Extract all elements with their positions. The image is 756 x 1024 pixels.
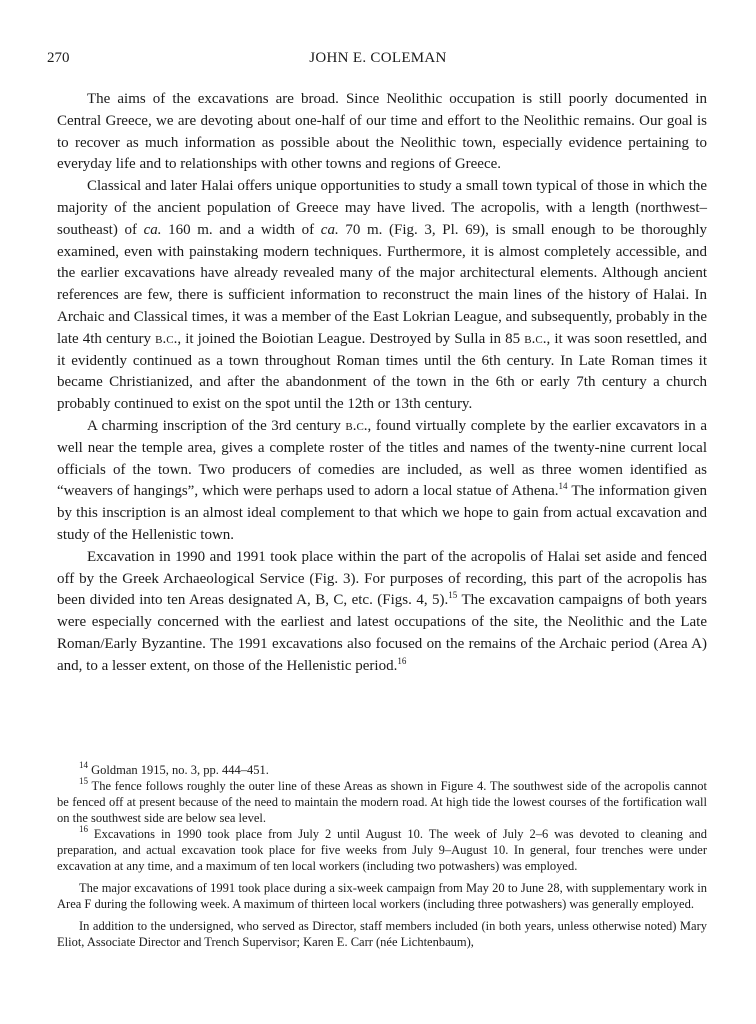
text-run: , it joined the Boiotian League. Destroyed by Sulla in 85	[177, 330, 525, 347]
footnote-text: Excavations in 1990 took place from July 2 until August 10. The week of July 2–6 was devoted to cleaning and preparation, and actual excavation took place for five weeks from July 9–August 10. In general, four trenches were under excavation at any time, and a maximum of ten local workers (including two potwashers) was employed.	[57, 827, 707, 873]
paragraph-excavation	[57, 547, 707, 678]
footnote-number: 14	[79, 760, 88, 770]
text-run: 70 m. (Fig. 3, Pl. 69), is small enough to be thoroughly examined, even with painstaking modern techniques. Furthermore, it is almost completely accessible, and the earlier excavations have already revealed many of the major architectural elements. Although ancient references are few, there is sufficient information to reconstruct the main lines of the history of Halai. In Archaic and Classical times, it was a member of the East Lokrian League, and subsequently, probably in the late 4th century	[57, 221, 707, 347]
page-header	[47, 50, 709, 72]
footnote-text: Goldman 1915, no. 3, pp. 444–451.	[88, 763, 269, 777]
footnote-text: The fence follows roughly the outer line of these Areas as shown in Figure 4. The southwest side of the acropolis cannot be fenced off at present because of the need to maintain the modern road. At high tide the lowest courses of the fortification wall on the southwest side are below sea level.	[57, 779, 707, 825]
paragraph-inscription	[57, 416, 707, 547]
era-abbreviation: b.c.	[155, 330, 178, 347]
era-abbreviation: b.c.	[345, 417, 368, 434]
running-head: JOHN E. COLEMAN	[309, 50, 447, 66]
footnote-ref-14[interactable]: 14	[558, 481, 568, 492]
text-run: , found virtually complete by the earlier excavators in a well near the temple area, gives a complete roster of the titles and names of the twenty-nine current local officials of the town. Two producers of comedies are included, as well as three women identified as “weavers of hangings”, which were perhaps used to adorn a local statue of Athena.	[57, 417, 707, 500]
footnote-number: 16	[79, 824, 88, 834]
paragraph-halai	[57, 176, 707, 416]
footnote-16-staff: In addition to the undersigned, who served as Director, staff members included (in both years, unless otherwise noted) Mary Eliot, Associate Director and Trench Supervisor; Karen E. Carr (née Lichtenbaum),	[57, 919, 707, 949]
text-run: The excavation campaigns of both years were especially concerned with the earliest and latest occupations of the site, the Neolithic and the Late Roman/Early Byzantine. The 1991 excavations also focused on the remains of the Archaic period (Area A) and, to a lesser extent, on those of the Hellenistic period.	[57, 592, 707, 674]
footnote-ref-16[interactable]: 16	[397, 655, 407, 666]
footnote-14	[57, 762, 707, 778]
body-text	[57, 89, 707, 678]
footnotes	[57, 762, 707, 950]
footnote-ref-15[interactable]: 15	[448, 590, 458, 601]
text-run: A charming inscription of the 3rd century	[87, 417, 346, 434]
text-run: Classical and later Halai offers unique opportunities to study a small town typical of those in which the majority of the ancient population of Greece may have lived. The acropolis, with a length (northwest–southeast) of	[57, 178, 707, 238]
era-abbreviation: b.c.	[524, 330, 547, 347]
text-run: The information given by this inscription is an almost ideal complement to that which we hope to gain from actual excavation and study of the Hellenistic town.	[57, 483, 707, 543]
page-number: 270	[47, 50, 70, 66]
abbreviation-ca: ca.	[143, 221, 162, 238]
footnote-16-continued: The major excavations of 1991 took place during a six-week campaign from May 20 to June 28, with supplementary work in Area F during the following week. A maximum of thirteen local workers (including three potwashers) was generally employed.	[57, 881, 707, 911]
paragraph-aims: The aims of the excavations are broad. Since Neolithic occupation is still poorly documented in Central Greece, we are devoting about one-half of our time and effort to the Neolithic remains. Our goal is to recover as much information as possible about the Neolithic town, especially evidence pertaining to everyday life and to relationships with other towns and regions of Greece.	[57, 91, 707, 173]
text-run: , it was soon resettled, and it evidently continued as a town throughout Roman times until the 6th century. In Late Roman times it became Christianized, and after the abandonment of the town in the 6th or early 7th century a church probably continued to exist on the spot until the 12th or 13th century.	[57, 330, 708, 413]
text-run: Excavation in 1990 and 1991 took place within the part of the acropolis of Halai set aside and fenced off by the Greek Archaeological Service (Fig. 3). For purposes of recording, this part of the acropolis has been divided into ten Areas designated A, B, C, etc. (Figs. 4, 5).	[57, 548, 707, 609]
footnote-number: 15	[79, 776, 88, 786]
abbreviation-ca: ca.	[320, 221, 339, 238]
text-run: 160 m. and a width of	[161, 221, 321, 238]
footnote-15	[57, 778, 707, 826]
footnote-16	[57, 826, 707, 874]
